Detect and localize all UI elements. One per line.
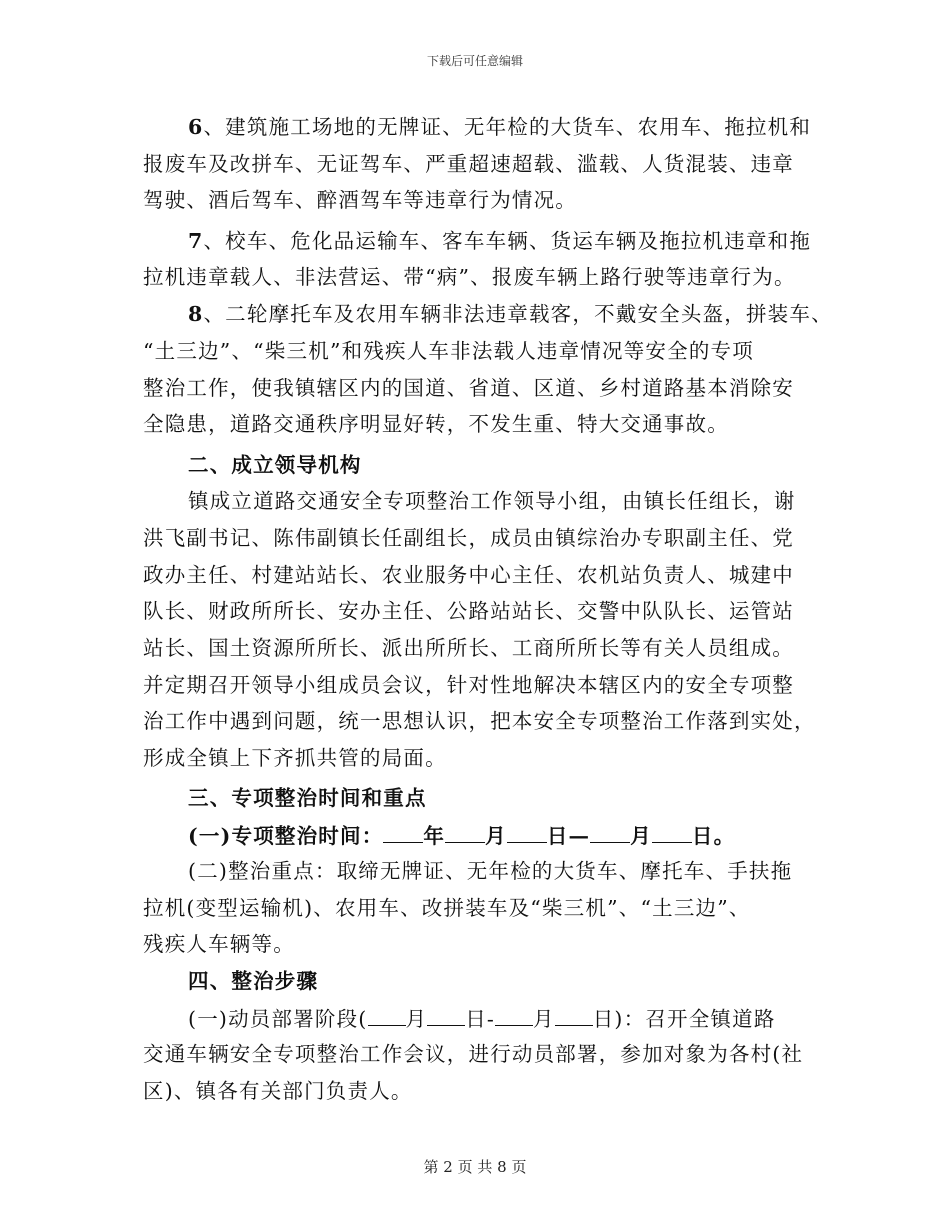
paragraph-line: 驾驶、酒后驾车、醉酒驾车等违章行为情况。 (143, 188, 577, 212)
paragraph-line: 镇成立道路交通安全专项整治工作领导小组，由镇长任组长，谢 (188, 489, 796, 513)
paragraph-line: 拉机(变型运输机)、农用车、改拼装车及“柴三机”、“土三边”、 (143, 896, 751, 920)
paragraph-line: 报废车及改拼车、无证驾车、严重超速超载、滥载、人货混装、违章 (143, 152, 794, 176)
blank-field (368, 1005, 406, 1026)
time-line: (一)专项整治时间： 年 月 日— 月 日。 (188, 824, 736, 848)
paragraph-line: 6、建筑施工场地的无牌证、无年检的大货车、农用车、拖拉机和 (188, 115, 812, 139)
paragraph-line: 8、二轮摩托车及农用车辆非法违章载客，不戴安全头盔，拼装车、 (188, 302, 833, 326)
page-footer: 第 2 页 共 8 页 (423, 1158, 527, 1176)
paragraph-line: 政办主任、村建站站长、农业服务中心主任、农机站负责人、城建中 (143, 563, 794, 587)
blank-field (383, 822, 423, 843)
section-heading: 二、成立领导机构 (188, 453, 362, 477)
section-heading: 三、专项整治时间和重点 (188, 786, 427, 810)
blank-field (495, 1005, 533, 1026)
paragraph-line: 7、校车、危化品运输车、客车车辆、货运车辆及拖拉机违章和拖 (188, 229, 812, 253)
paragraph-line: (二)整治重点：取缔无牌证、无年检的大货车、摩托车、手扶拖 (188, 859, 793, 883)
paragraph-line: 并定期召开领导小组成员会议，针对性地解决本辖区内的安全专项整 (143, 673, 794, 697)
item-number: 8 (188, 302, 204, 326)
step-line: (一)动员部署阶段( 月 日- 月 日)：召开全镇道路 (188, 1007, 776, 1031)
blank-field (590, 822, 630, 843)
paragraph-line: 区)、镇各有关部门负责人。 (143, 1079, 413, 1103)
blank-field (507, 822, 547, 843)
paragraph-line: 整治工作，使我镇辖区内的国道、省道、区道、乡村道路基本消除安 (143, 376, 794, 400)
section-heading: 四、整治步骤 (188, 969, 319, 993)
page-header: 下载后可任意编辑 (426, 54, 523, 68)
paragraph-line: “土三边”、“柴三机”和残疾人车非法载人违章情况等安全的专项 (143, 339, 754, 363)
paragraph-line: 拉机违章载人、非法营运、带“病”、报废车辆上路行驶等违章行为。 (143, 265, 796, 289)
paragraph-line: 站长、国土资源所所长、派出所所长、工商所所长等有关人员组成。 (143, 636, 794, 660)
paragraph-line: 队长、财政所所长、安办主任、公路站站长、交警中队队长、运管站 (143, 599, 794, 623)
paragraph-line: 交通车辆安全专项整治工作会议，进行动员部署，参加对象为各村(社 (143, 1042, 804, 1066)
item-number: 6 (188, 115, 204, 139)
blank-field (555, 1005, 593, 1026)
paragraph-line: 形成全镇上下齐抓共管的局面。 (143, 746, 447, 770)
paragraph-line: 治工作中遇到问题，统一思想认识，把本安全专项整治工作落到实处， (143, 709, 816, 733)
blank-field (427, 1005, 465, 1026)
paragraph-line: 全隐患，道路交通秩序明显好转，不发生重、特大交通事故。 (143, 412, 729, 436)
blank-field (652, 822, 692, 843)
paragraph-line: 残疾人车辆等。 (143, 932, 295, 956)
paragraph-line: 洪飞副书记、陈伟副镇长任副组长，成员由镇综治办专职副主任、党 (143, 526, 794, 550)
blank-field (445, 822, 485, 843)
item-number: 7 (188, 229, 204, 253)
